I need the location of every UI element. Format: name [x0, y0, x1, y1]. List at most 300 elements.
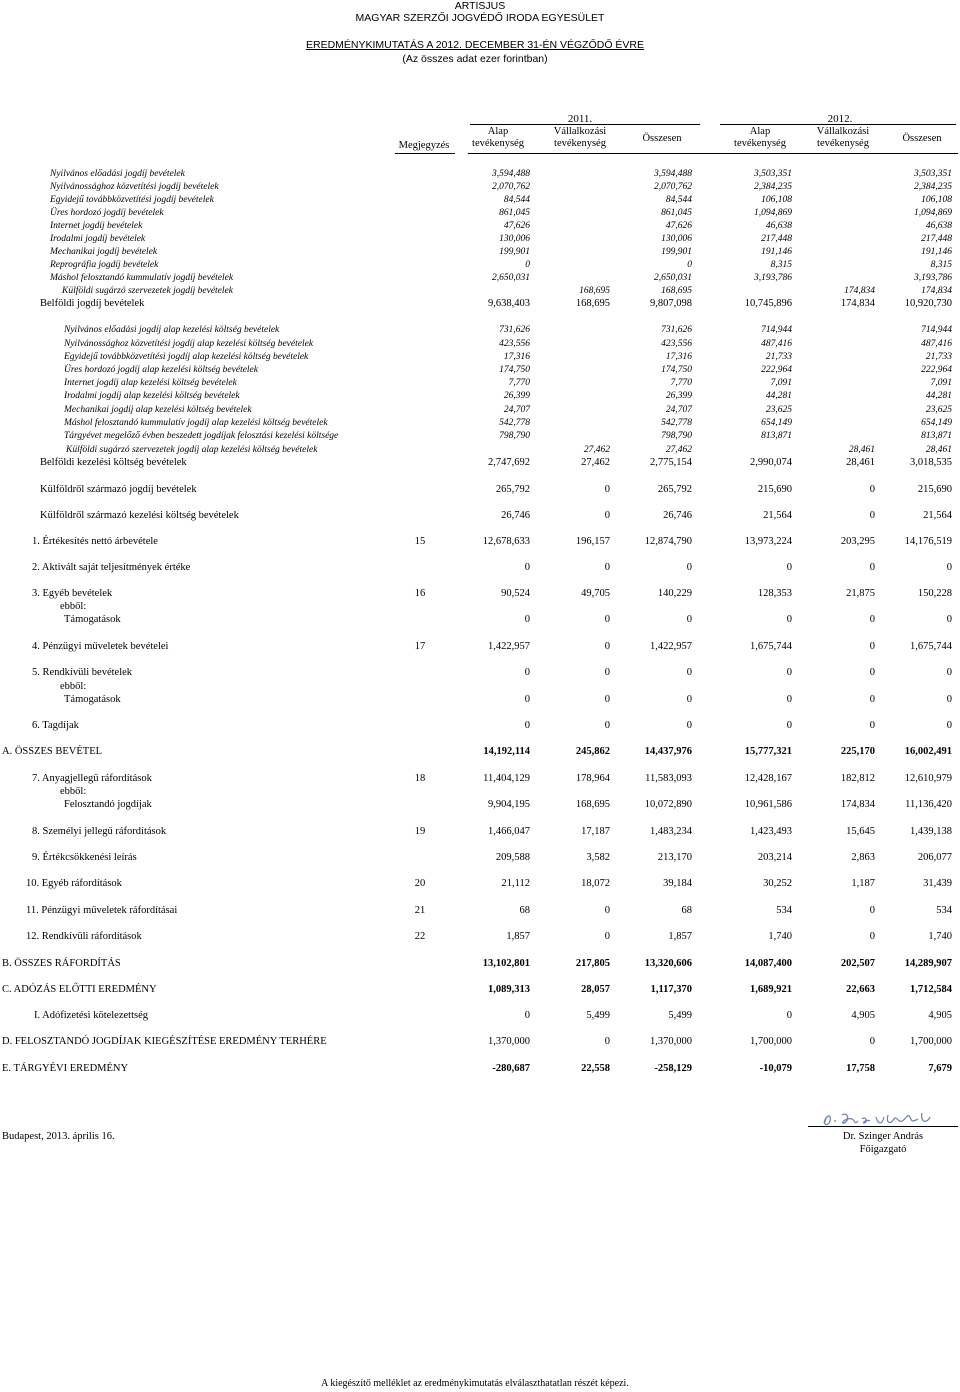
row-value: 215,690 — [757, 484, 792, 495]
row-value: 27,462 — [581, 457, 610, 468]
row-value: 15,777,321 — [744, 746, 792, 757]
row-label: Nyilvánossághoz közvetítési jogdíj bevételek — [50, 182, 219, 192]
row-value: 813,871 — [921, 431, 952, 441]
row-value: 22,663 — [846, 984, 875, 995]
row-label: Külföldről származó jogdíj bevételek — [40, 484, 197, 495]
row-value: 174,750 — [661, 365, 692, 375]
row-value: 215,690 — [917, 484, 952, 495]
row-note: 21 — [414, 905, 426, 916]
row-value: 265,792 — [657, 484, 692, 495]
row-label: 9. Értékcsökkenési leírás — [32, 852, 137, 863]
row-value: 11,136,420 — [905, 799, 952, 810]
row-value: 1,094,869 — [754, 208, 792, 218]
row-value: 30,252 — [763, 878, 792, 889]
row-label: Mechanikai jogdíj alap kezelési költség bevételek — [64, 405, 252, 415]
row-value: 423,556 — [661, 339, 692, 349]
row-value: 168,695 — [575, 799, 610, 810]
row-value: 0 — [786, 1010, 792, 1021]
row-label: 10. Egyéb ráfordítások — [26, 878, 122, 889]
col-ent-line1: Vállalkozási — [553, 126, 607, 137]
row-value: 130,006 — [661, 234, 692, 244]
row-value: 28,057 — [581, 984, 610, 995]
row-value: 1,466,047 — [488, 826, 530, 837]
row-value: 2,990,074 — [750, 457, 792, 468]
row-value: 0 — [869, 562, 875, 573]
row-value: 798,790 — [499, 431, 530, 441]
row-value: 7,770 — [670, 378, 692, 388]
header-rule-main — [468, 153, 958, 154]
row-value: 23,625 — [925, 405, 952, 415]
row-value: 14,087,400 — [744, 958, 792, 969]
header-underline-2011 — [470, 124, 700, 125]
row-value: 0 — [604, 720, 610, 731]
row-value: 22,558 — [581, 1063, 610, 1074]
row-label: Felosztandó jogdíjak — [64, 799, 152, 810]
row-value: 1,422,957 — [650, 641, 692, 652]
row-label: Külföldi sugárzó szervezetek jogdíj bevételek — [62, 286, 233, 296]
row-label: 1. Értékesítés nettó árbevétele — [32, 536, 158, 547]
col-ent-line1: Vállalkozási — [816, 126, 870, 137]
row-value: 46,638 — [925, 221, 952, 231]
row-value: 21,564 — [923, 510, 952, 521]
row-label: 11. Pénzügyi műveletek ráfordításai — [26, 905, 178, 916]
row-label: Nyilvános előadási jogdíj alap kezelési költség bevételek — [64, 325, 280, 335]
row-value: 222,964 — [921, 365, 952, 375]
row-label: Egyidejű továbbközvetítési jogdíj alap kezelési költség bevételek — [64, 352, 309, 362]
row-label: D. FELOSZTANDÓ JOGDÍJAK KIEGÉSZÍTÉSE EREDMÉNY TERHÉRE — [2, 1036, 327, 1047]
row-value: 44,281 — [765, 391, 792, 401]
row-value: 225,170 — [840, 746, 875, 757]
signer-name: Dr. Szinger András — [842, 1131, 924, 1142]
row-value: 0 — [869, 1036, 875, 1047]
row-value: 0 — [946, 614, 952, 625]
row-value: 26,399 — [665, 391, 692, 401]
row-value: 21,875 — [846, 588, 875, 599]
row-value: 0 — [869, 614, 875, 625]
row-value: 10,961,586 — [744, 799, 792, 810]
row-value: 26,399 — [503, 391, 530, 401]
row-value: 17,316 — [665, 352, 692, 362]
org-short: ARTISJUS — [454, 0, 506, 12]
row-value: 39,184 — [663, 878, 692, 889]
row-label: Belföldi kezelési költség bevételek — [40, 457, 187, 468]
row-value: 487,416 — [761, 339, 792, 349]
statement-subtitle: (Az összes adat ezer forintban) — [402, 53, 548, 65]
row-value: 1,740 — [768, 931, 792, 942]
row-value: 542,778 — [499, 418, 530, 428]
row-label: Mechanikai jogdíj bevételek — [50, 247, 158, 257]
row-value: 209,588 — [495, 852, 530, 863]
row-value: 13,973,224 — [744, 536, 792, 547]
row-note: 18 — [414, 773, 426, 784]
row-value: 0 — [869, 641, 875, 652]
row-value: 0 — [524, 694, 530, 705]
row-value: 21,733 — [765, 352, 792, 362]
row-value: 0 — [869, 667, 875, 678]
row-value: 534 — [936, 905, 952, 916]
row-value: -280,687 — [492, 1063, 530, 1074]
row-value: 217,448 — [921, 234, 952, 244]
row-value: 1,700,000 — [910, 1036, 952, 1047]
row-value: 217,448 — [761, 234, 792, 244]
row-value: 2,747,692 — [488, 457, 530, 468]
row-value: 245,862 — [575, 746, 610, 757]
row-note: 17 — [414, 641, 426, 652]
row-value: 2,384,235 — [754, 182, 792, 192]
signature-line — [808, 1126, 958, 1127]
row-value: 1,483,234 — [650, 826, 692, 837]
org-full: MAGYAR SZERZŐI JOGVÉDŐ IRODA EGYESÜLET — [355, 12, 605, 24]
row-label: Üres hordozó jogdíj alap kezelési költség bevételek — [64, 365, 258, 375]
row-value: 7,091 — [930, 378, 952, 388]
row-value: 12,678,633 — [482, 536, 530, 547]
row-label: Internet jogdíj bevételek — [50, 221, 143, 231]
row-value: 222,964 — [761, 365, 792, 375]
row-value: 46,638 — [765, 221, 792, 231]
col-base-2011 — [458, 126, 538, 150]
col-ent-line2: tevékenység — [817, 138, 869, 149]
row-value: 9,904,195 — [488, 799, 530, 810]
row-value: 130,006 — [499, 234, 530, 244]
row-value: 542,778 — [661, 418, 692, 428]
row-value: 13,102,801 — [482, 958, 530, 969]
row-label: 3. Egyéb bevételek — [32, 588, 113, 599]
row-value: 174,834 — [840, 799, 875, 810]
row-value: 150,228 — [917, 588, 952, 599]
row-note: 20 — [414, 878, 426, 889]
row-value: 1,423,493 — [750, 826, 792, 837]
row-value: 191,146 — [921, 247, 952, 257]
row-value: 217,805 — [575, 958, 610, 969]
row-value: 7,091 — [770, 378, 792, 388]
row-value: 714,944 — [921, 325, 952, 335]
row-label: 12. Rendkívüli ráfordítások — [26, 931, 142, 942]
row-value: 196,157 — [575, 536, 610, 547]
row-value: 3,582 — [586, 852, 610, 863]
row-value: 861,045 — [499, 208, 530, 218]
row-value: 28,461 — [848, 445, 875, 455]
row-value: 68 — [681, 905, 692, 916]
row-value: 15,645 — [846, 826, 875, 837]
row-value: 0 — [869, 720, 875, 731]
row-value: 21,112 — [501, 878, 530, 889]
row-value: 1,089,313 — [488, 984, 530, 995]
row-value: 31,439 — [923, 878, 952, 889]
row-value: 26,746 — [663, 510, 692, 521]
row-label: 2. Aktivált saját teljesítmények értéke — [32, 562, 191, 573]
row-value: 0 — [524, 667, 530, 678]
row-value: 0 — [946, 694, 952, 705]
row-value: 3,594,488 — [492, 169, 530, 179]
row-value: 2,863 — [851, 852, 875, 863]
row-value: 1,857 — [668, 931, 692, 942]
row-value: 191,146 — [761, 247, 792, 257]
row-value: 128,353 — [757, 588, 792, 599]
row-value: 1,712,584 — [910, 984, 952, 995]
row-label: I. Adófizetési kötelezettség — [34, 1010, 148, 1021]
row-value: 4,905 — [928, 1010, 952, 1021]
row-label: Egyidejű továbbközvetítési jogdíj bevételek — [50, 195, 214, 205]
row-value: 0 — [869, 510, 875, 521]
row-label: Irodalmi jogdíj alap kezelési költség bevételek — [64, 391, 240, 401]
row-label: 4. Pénzügyi műveletek bevételei — [32, 641, 169, 652]
row-value: 1,740 — [928, 931, 952, 942]
row-value: 2,070,762 — [654, 182, 692, 192]
row-label: Tárgyévet megelőző évben beszedett jogdíjak felosztási kezelési költsége — [64, 431, 339, 441]
row-value: 14,289,907 — [904, 958, 952, 969]
row-value: 12,874,790 — [644, 536, 692, 547]
row-note: 15 — [414, 536, 426, 547]
row-label: ebből: — [60, 681, 87, 692]
col-ent-2011 — [540, 126, 620, 150]
row-value: 1,439,138 — [910, 826, 952, 837]
row-value: 1,370,000 — [650, 1036, 692, 1047]
row-value: 0 — [869, 484, 875, 495]
row-value: 27,462 — [665, 445, 692, 455]
row-value: 90,524 — [501, 588, 530, 599]
row-value: 13,320,606 — [644, 958, 692, 969]
row-value: 140,229 — [657, 588, 692, 599]
row-label: Nyilvánossághoz közvetítési jogdíj alap kezelési költség bevételek — [64, 339, 314, 349]
col-base-line2: tevékenység — [472, 138, 524, 149]
row-value: 0 — [686, 667, 692, 678]
row-value: 206,077 — [917, 852, 952, 863]
row-value: 9,638,403 — [488, 298, 530, 309]
row-value: 3,594,488 — [654, 169, 692, 179]
row-value: 0 — [524, 614, 530, 625]
row-value: 10,745,896 — [744, 298, 792, 309]
row-value: 1,689,921 — [750, 984, 792, 995]
signature-image — [818, 1105, 938, 1131]
row-value: 44,281 — [925, 391, 952, 401]
col-base-2012 — [720, 126, 800, 150]
header-underline-2012 — [720, 124, 956, 125]
row-value: 174,750 — [499, 365, 530, 375]
row-value: 199,901 — [661, 247, 692, 257]
row-value: 2,070,762 — [492, 182, 530, 192]
row-label: Külföldi sugárzó szervezetek jogdíj alap kezelési költség bevételek — [66, 445, 318, 455]
row-value: 2,650,031 — [492, 273, 530, 283]
row-value: 0 — [946, 667, 952, 678]
row-value: 798,790 — [661, 431, 692, 441]
row-value: 5,499 — [668, 1010, 692, 1021]
row-value: 203,214 — [757, 852, 792, 863]
row-value: 0 — [604, 641, 610, 652]
row-value: 0 — [525, 260, 530, 270]
row-value: 1,422,957 — [488, 641, 530, 652]
row-value: 0 — [686, 614, 692, 625]
row-value: 654,149 — [761, 418, 792, 428]
row-value: 26,746 — [501, 510, 530, 521]
row-value: 84,544 — [503, 195, 530, 205]
row-value: 14,176,519 — [904, 536, 952, 547]
row-value: 0 — [786, 562, 792, 573]
row-value: 3,018,535 — [910, 457, 952, 468]
row-value: 27,462 — [583, 445, 610, 455]
row-value: 12,428,167 — [744, 773, 792, 784]
row-label: A. ÖSSZES BEVÉTEL — [2, 746, 103, 757]
row-value: 714,944 — [761, 325, 792, 335]
row-label: Külföldről származó kezelési költség bevételek — [40, 510, 239, 521]
row-value: 84,544 — [665, 195, 692, 205]
row-label: ebből: — [60, 601, 87, 612]
row-label: B. ÖSSZES RÁFORDÍTÁS — [2, 958, 121, 969]
row-value: 0 — [604, 484, 610, 495]
row-value: 3,193,786 — [754, 273, 792, 283]
row-label: 5. Rendkívüli bevételek — [32, 667, 133, 678]
col-total-2011: Összesen — [642, 133, 682, 144]
col-notes: Megjegyzés — [398, 140, 450, 151]
row-value: 0 — [786, 614, 792, 625]
row-value: 3,193,786 — [914, 273, 952, 283]
row-value: 9,807,098 — [650, 298, 692, 309]
row-value: 203,295 — [840, 536, 875, 547]
row-value: 199,901 — [499, 247, 530, 257]
row-value: 731,626 — [661, 325, 692, 335]
col-base-line1: Alap — [749, 126, 771, 137]
row-value: 1,857 — [506, 931, 530, 942]
row-value: 0 — [686, 694, 692, 705]
row-value: 0 — [687, 260, 692, 270]
row-value: 11,404,129 — [483, 773, 530, 784]
row-value: 2,384,235 — [914, 182, 952, 192]
row-note: 16 — [414, 588, 426, 599]
row-value: 168,695 — [579, 286, 610, 296]
row-value: 168,695 — [661, 286, 692, 296]
row-value: 178,964 — [575, 773, 610, 784]
row-value: 2,775,154 — [650, 457, 692, 468]
row-value: 0 — [946, 562, 952, 573]
row-value: 10,072,890 — [644, 799, 692, 810]
row-value: 106,108 — [761, 195, 792, 205]
row-value: 47,626 — [503, 221, 530, 231]
row-value: 0 — [524, 720, 530, 731]
row-value: 14,192,114 — [483, 746, 530, 757]
row-value: 0 — [604, 614, 610, 625]
row-label: Belföldi jogdíj bevételek — [40, 298, 145, 309]
row-value: 182,812 — [840, 773, 875, 784]
row-value: 0 — [686, 562, 692, 573]
row-value: 16,002,491 — [904, 746, 952, 757]
row-value: 1,187 — [851, 878, 875, 889]
row-value: 0 — [604, 667, 610, 678]
row-value: 174,834 — [840, 298, 875, 309]
year-2012: 2012. — [827, 113, 853, 125]
row-value: 0 — [604, 1036, 610, 1047]
row-label: Üres hordozó jogdíj bevételek — [50, 208, 164, 218]
row-label: Internet jogdíj alap kezelési költség bevételek — [64, 378, 237, 388]
row-value: 0 — [946, 720, 952, 731]
row-value: 0 — [604, 562, 610, 573]
row-value: 28,461 — [925, 445, 952, 455]
row-value: 28,461 — [846, 457, 875, 468]
row-value: -258,129 — [654, 1063, 692, 1074]
row-value: 11,583,093 — [645, 773, 692, 784]
row-value: 24,707 — [665, 405, 692, 415]
row-value: 174,834 — [844, 286, 875, 296]
row-label: C. ADÓZÁS ELŐTTI EREDMÉNY — [2, 984, 157, 995]
row-value: 174,834 — [921, 286, 952, 296]
row-value: 213,170 — [657, 852, 692, 863]
row-value: 0 — [869, 931, 875, 942]
row-value: 68 — [519, 905, 530, 916]
row-value: 1,700,000 — [750, 1036, 792, 1047]
place-date: Budapest, 2013. április 16. — [2, 1131, 115, 1142]
row-value: 202,507 — [840, 958, 875, 969]
row-value: 8,315 — [930, 260, 952, 270]
row-value: 17,758 — [846, 1063, 875, 1074]
row-label: Támogatások — [64, 614, 121, 625]
row-value: 423,556 — [499, 339, 530, 349]
row-value: -10,079 — [759, 1063, 792, 1074]
signer-title: Főigazgató — [859, 1144, 907, 1155]
row-value: 21,733 — [925, 352, 952, 362]
row-label: 7. Anyagjellegű ráfordítások — [32, 773, 152, 784]
row-value: 0 — [686, 720, 692, 731]
row-label: 6. Tagdíjak — [32, 720, 79, 731]
row-value: 2,650,031 — [654, 273, 692, 283]
col-ent-line2: tevékenység — [554, 138, 606, 149]
row-value: 14,437,976 — [644, 746, 692, 757]
row-value: 168,695 — [575, 298, 610, 309]
row-value: 0 — [604, 931, 610, 942]
row-value: 18,072 — [581, 878, 610, 889]
row-label: Nyilvános előadási jogdíj bevételek — [50, 169, 185, 179]
row-label: E. TÁRGYÉVI EREDMÉNY — [2, 1063, 129, 1074]
row-label: ebből: — [60, 786, 87, 797]
row-value: 1,675,744 — [750, 641, 792, 652]
row-value: 47,626 — [665, 221, 692, 231]
col-base-line2: tevékenység — [734, 138, 786, 149]
row-note: 22 — [414, 931, 426, 942]
year-2011: 2011. — [567, 113, 593, 125]
row-value: 8,315 — [770, 260, 792, 270]
col-ent-2012 — [803, 126, 883, 150]
row-value: 0 — [604, 694, 610, 705]
row-value: 3,503,351 — [914, 169, 952, 179]
row-value: 654,149 — [921, 418, 952, 428]
row-label: Irodalmi jogdíj bevételek — [50, 234, 146, 244]
row-value: 3,503,351 — [754, 169, 792, 179]
row-value: 0 — [786, 720, 792, 731]
row-label: 8. Személyi jellegű ráfordítások — [32, 826, 167, 837]
row-value: 0 — [786, 667, 792, 678]
row-value: 265,792 — [495, 484, 530, 495]
row-value: 0 — [524, 1010, 530, 1021]
col-total-2012: Összesen — [902, 133, 942, 144]
row-value: 0 — [786, 694, 792, 705]
col-base-line1: Alap — [487, 126, 509, 137]
footer-note: A kiegészítő melléklet az eredménykimutatás elválaszthatatlan részét képezi. — [321, 1378, 629, 1389]
header-rule-notes — [395, 153, 455, 154]
row-value: 23,625 — [765, 405, 792, 415]
statement-title: EREDMÉNYKIMUTATÁS A 2012. DECEMBER 31-ÉN VÉGZŐDŐ ÉVRE — [305, 39, 645, 51]
row-value: 0 — [604, 510, 610, 521]
row-value: 1,675,744 — [910, 641, 952, 652]
row-value: 0 — [869, 905, 875, 916]
row-value: 1,370,000 — [488, 1036, 530, 1047]
row-value: 17,187 — [581, 826, 610, 837]
row-value: 861,045 — [661, 208, 692, 218]
row-value: 106,108 — [921, 195, 952, 205]
row-note: 19 — [414, 826, 426, 837]
row-value: 5,499 — [586, 1010, 610, 1021]
row-value: 24,707 — [503, 405, 530, 415]
row-value: 7,679 — [928, 1063, 952, 1074]
row-label: Máshol felosztandó kummulatív jogdíj alap kezelési költség bevételek — [64, 418, 328, 428]
row-value: 4,905 — [851, 1010, 875, 1021]
row-value: 0 — [869, 694, 875, 705]
